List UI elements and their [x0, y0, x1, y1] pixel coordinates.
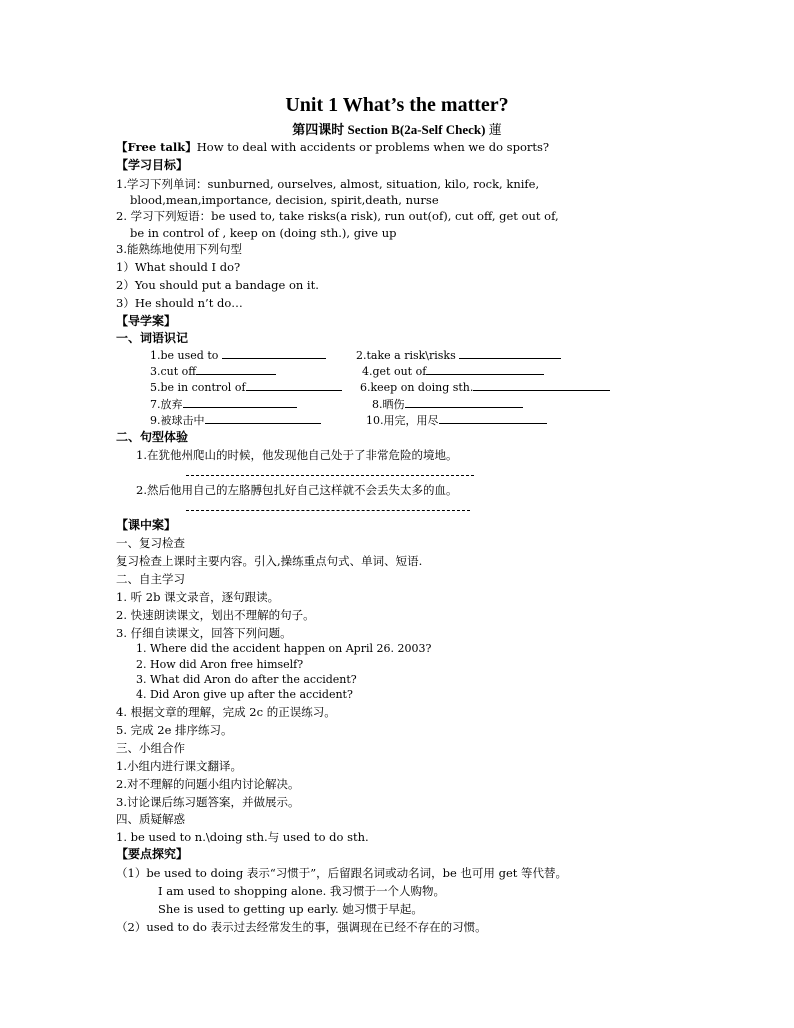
reading-question: 3. What did Aron do after the accident? [136, 673, 357, 686]
doubt-title: 四、质疑解惑 [116, 812, 185, 826]
answer-blank[interactable] [183, 396, 297, 408]
vocab-item: 5.be in control of [150, 379, 342, 395]
answer-blank[interactable] [426, 363, 544, 375]
vocab-item: 9.被球击中 [150, 412, 321, 428]
group-work-item: 3.讨论课后练习题答案，并做展示。 [116, 795, 300, 809]
group-work-item: 2.对不理解的问题小组内讨论解决。 [116, 777, 300, 791]
goal-item-2a: 2. 学习下列短语：be used to, take risks(a risk), run out(of), cut off, get out of, [116, 209, 559, 223]
key-points-header: 【要点探究】 [116, 847, 189, 861]
answer-blank[interactable] [459, 347, 561, 359]
translation-sentence-1: 1.在犹他州爬山的时候，他发现他自己处于了非常危险的境地。 [136, 448, 458, 462]
page-subtitle [0, 119, 794, 138]
translation-sentence-2: 2.然后他用自己的左胳膊包扎好自己这样就不会丢失太多的血。 [136, 483, 458, 497]
reading-question: 2. How did Aron free himself? [136, 658, 304, 671]
answer-blank[interactable] [246, 379, 342, 391]
goal-item-2b: be in control of , keep on (doing sth.), give up [130, 226, 397, 240]
vocab-section-title: 一、词语识记 [116, 331, 189, 345]
sentence-pattern-2: 2）You should put a bandage on it. [116, 278, 319, 292]
vocab-item: 10.用完，用尽 [366, 412, 547, 428]
answer-blank[interactable] [222, 347, 326, 359]
reading-question: 1. Where did the accident happen on April 26. 2003? [136, 642, 432, 655]
sentence-pattern-3: 3）He should n’t do… [116, 296, 243, 310]
vocab-item: 4.get out of [362, 363, 544, 379]
author-signature: 蓮 [488, 122, 502, 137]
free-talk-label: 【Free talk】 [116, 140, 197, 154]
goal-item-1b: blood,mean,importance, decision, spirit,death, nurse [130, 193, 439, 207]
group-work-item: 1.小组内进行课文翻译。 [116, 759, 242, 773]
answer-blank[interactable] [205, 412, 321, 424]
review-text: 复习检查上课时主要内容。引入,操练重点句式、单词、短语. [116, 554, 423, 568]
goals-header: 【学习目标】 [116, 158, 189, 172]
vocab-item: 8.晒伤 [372, 396, 523, 412]
self-study-item: 1. 听 2b 课文录音，逐句跟读。 [116, 590, 280, 604]
vocab-item: 2.take a risk\risks [356, 347, 561, 363]
review-title: 一、复习检查 [116, 536, 185, 550]
vocab-item: 6.keep on doing sth. [360, 379, 610, 395]
lesson-label: 第四课时 Section B(2a-Self Check) [292, 122, 486, 137]
self-study-item: 4. 根据文章的理解，完成 2c 的正误练习。 [116, 705, 336, 719]
reading-question: 4. Did Aron give up after the accident? [136, 688, 353, 701]
goal-item-3: 3.能熟练地使用下列句型 [116, 242, 242, 256]
answer-blank[interactable] [405, 396, 523, 408]
page-title: Unit 1 What’s the matter? [285, 94, 509, 116]
vocab-item: 1.be used to [150, 347, 326, 363]
answer-blank[interactable] [473, 379, 610, 391]
answer-blank[interactable] [196, 363, 276, 375]
goal-item-1a: 1.学习下列单词：sunburned, ourselves, almost, situation, kilo, rock, knife, [116, 177, 540, 191]
answer-line[interactable] [186, 475, 474, 476]
self-study-title: 二、自主学习 [116, 572, 185, 586]
free-talk-text: How to deal with accidents or problems when we do sports? [196, 140, 550, 154]
self-study-item: 5. 完成 2e 排序练习。 [116, 723, 233, 737]
group-work-title: 三、小组合作 [116, 741, 185, 755]
lesson-header: 【课中案】 [116, 518, 177, 532]
sentence-pattern-1: 1）What should I do? [116, 260, 241, 274]
free-talk-line [116, 140, 549, 154]
guide-header: 【导学案】 [116, 314, 177, 328]
key-point-1: （1）be used to doing 表示“习惯于”，后留跟名词或动名词，be 也可用 get 等代替。 [116, 866, 568, 880]
example-sentence: She is used to getting up early. 她习惯于早起。 [158, 902, 423, 916]
sentence-section-title: 二、句型体验 [116, 430, 189, 444]
key-point-2: （2）used to do 表示过去经常发生的事，强调现在已经不存在的习惯。 [116, 920, 487, 934]
vocab-item: 7.放弃 [150, 396, 297, 412]
doubt-text: 1. be used to n.\doing sth.与 used to do sth. [116, 830, 369, 844]
example-sentence: I am used to shopping alone. 我习惯于一个人购物。 [158, 884, 445, 898]
answer-blank[interactable] [439, 412, 547, 424]
vocab-item: 3.cut off [150, 363, 276, 379]
self-study-item: 3. 仔细自读课文，回答下列问题。 [116, 626, 292, 640]
answer-line[interactable] [186, 510, 470, 511]
self-study-item: 2. 快速朗读课文，划出不理解的句子。 [116, 608, 315, 622]
